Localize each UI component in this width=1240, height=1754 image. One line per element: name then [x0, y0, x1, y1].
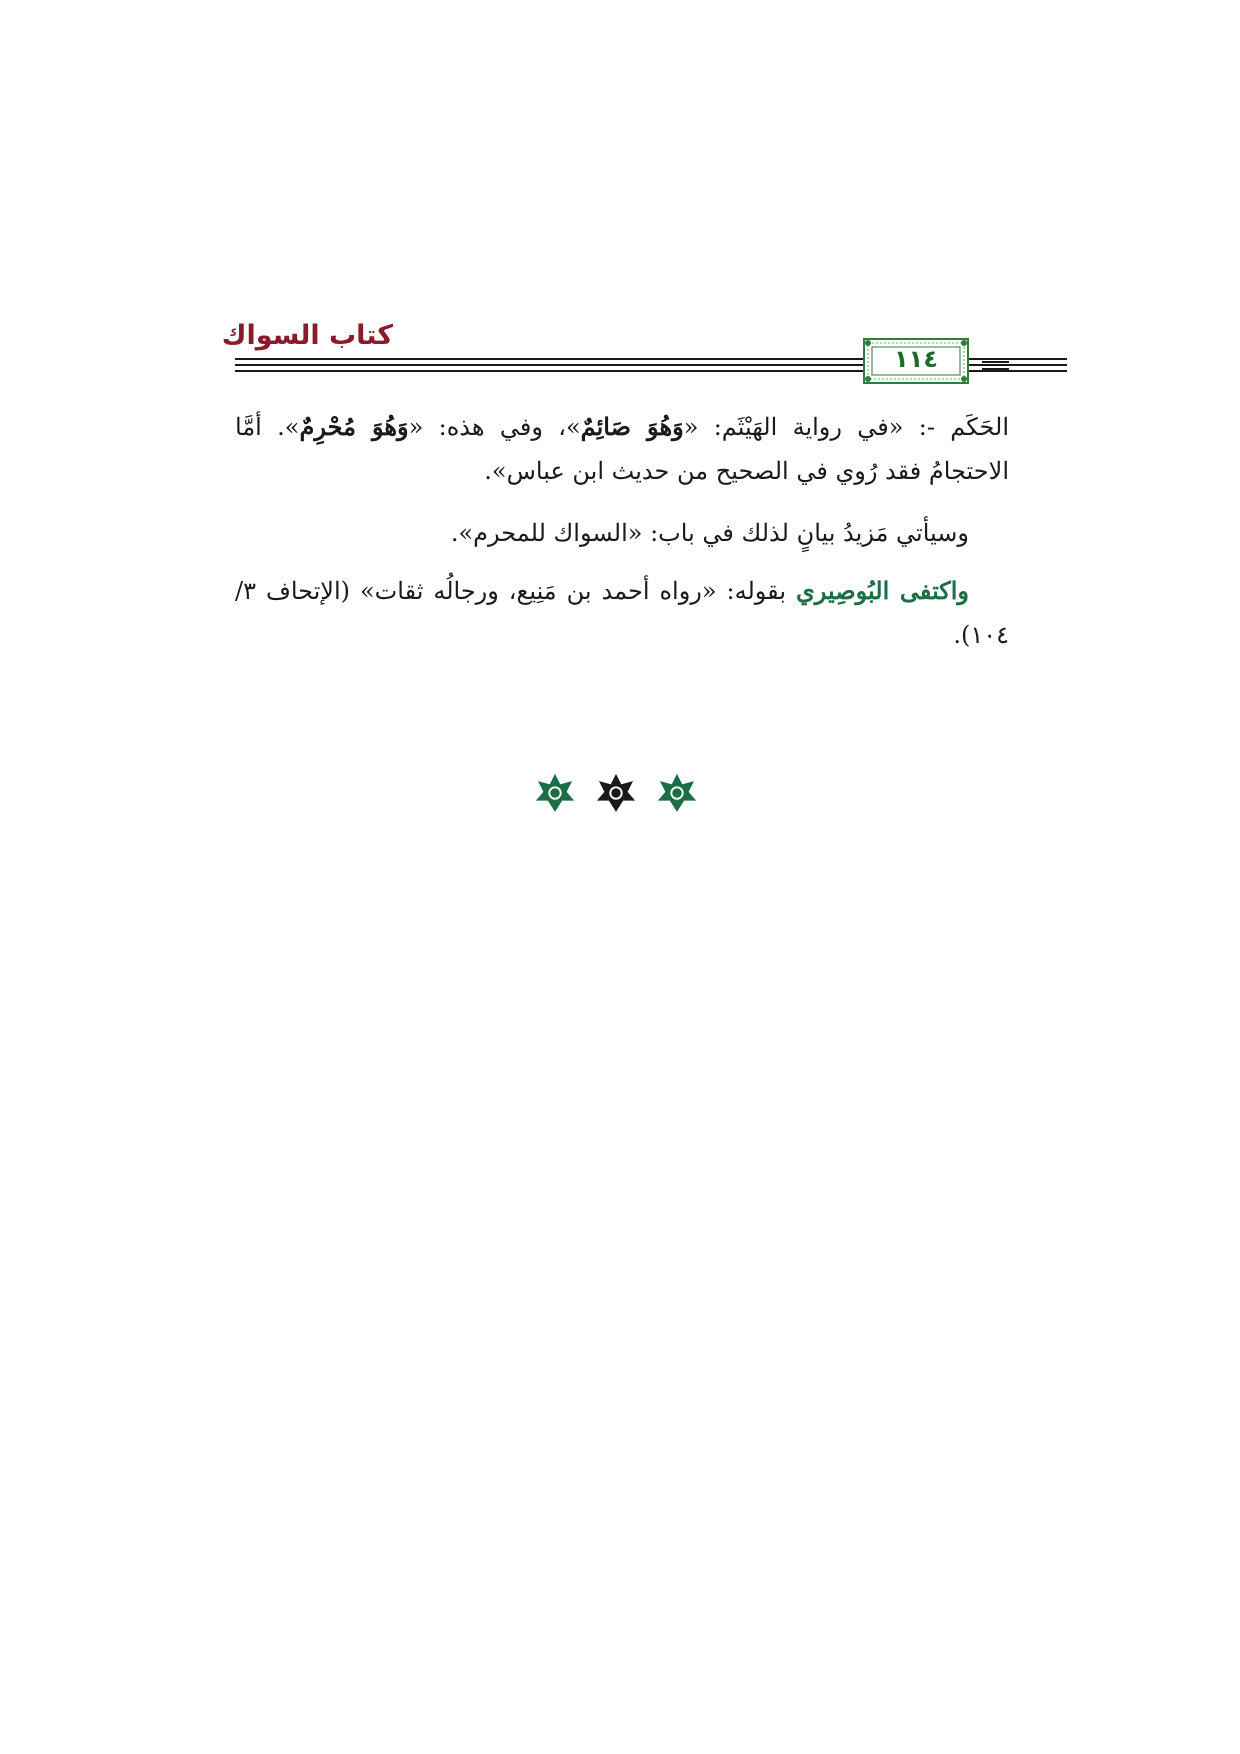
header-rule-short	[982, 368, 1009, 370]
scholar-name: واكتفى البُوصِيري	[795, 576, 969, 605]
bold-quote: وَهُوَ مُحْرِمٌ	[299, 412, 409, 441]
page-number-badge	[863, 338, 969, 384]
paragraph	[235, 569, 1009, 657]
text-segment: ». أمَّا الاحتجامُ فقد رُوي في الصحيح من حديث ابن عباس».	[235, 413, 1009, 485]
body-text	[235, 405, 1009, 657]
header-rule-short	[982, 361, 1009, 363]
page-number: ١١٤	[894, 345, 938, 373]
paragraph	[235, 511, 1009, 555]
star-ornament-icon	[536, 774, 574, 812]
star-ornament-icon	[597, 774, 635, 812]
star-ornament-icon	[658, 774, 696, 812]
bold-quote: وَهُوَ صَائِمٌ	[580, 412, 684, 441]
paragraph	[235, 405, 1009, 493]
chapter-title: كتاب السواك	[221, 320, 393, 351]
text-segment: بقوله: «رواه أحمد بن مَنِيع، ورجالُه ثقات» (الإتحاف ٣/ ١٠٤).	[235, 577, 1009, 649]
text-segment: »، وفي هذه: «	[408, 413, 581, 441]
text-segment: وسيأتي مَزيدُ بيانٍ لذلك في باب: «السواك للمحرم».	[450, 519, 969, 547]
text-segment: الحَكَم -: «في رواية الهَيْثَم: «	[683, 413, 1009, 441]
section-divider-ornaments	[536, 773, 696, 813]
